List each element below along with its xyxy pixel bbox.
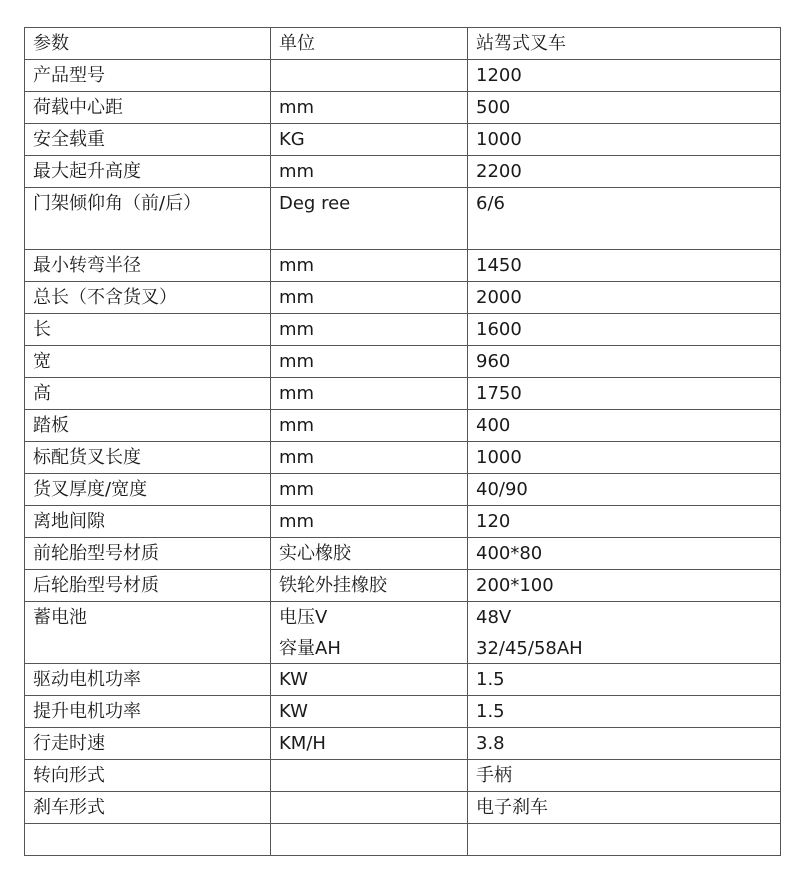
table-row bbox=[25, 314, 781, 346]
unit-cell bbox=[271, 442, 468, 474]
unit-cell bbox=[271, 156, 468, 188]
value-cell bbox=[468, 474, 781, 506]
unit-text: KW bbox=[279, 701, 308, 722]
value-cell bbox=[468, 442, 781, 474]
header-param: 参数 bbox=[25, 28, 271, 60]
unit-cell bbox=[271, 602, 468, 664]
param-cell bbox=[25, 824, 271, 856]
unit-cell bbox=[271, 506, 468, 538]
param-cell: 高 bbox=[25, 378, 271, 410]
param-cell: 长 bbox=[25, 314, 271, 346]
unit-text: mm bbox=[279, 415, 315, 436]
unit-text: Deg ree bbox=[279, 193, 351, 214]
value-cell bbox=[468, 188, 781, 250]
value-text: 1.5 bbox=[476, 701, 505, 722]
spec-table bbox=[24, 27, 781, 856]
param-cell: 安全载重 bbox=[25, 124, 271, 156]
value-text: 电子刹车 bbox=[476, 797, 548, 818]
param-cell: 门架倾仰角（前/后） bbox=[25, 188, 271, 250]
value-text: 1450 bbox=[476, 255, 522, 276]
param-cell: 刹车形式 bbox=[25, 792, 271, 824]
param-cell: 后轮胎型号材质 bbox=[25, 570, 271, 602]
value-cell bbox=[468, 250, 781, 282]
param-cell: 最大起升高度 bbox=[25, 156, 271, 188]
value-cell bbox=[468, 124, 781, 156]
table-row bbox=[25, 282, 781, 314]
value-text: 960 bbox=[476, 351, 511, 372]
unit-text: mm bbox=[279, 383, 315, 404]
unit-cell bbox=[271, 728, 468, 760]
unit-text: mm bbox=[279, 97, 315, 118]
table-row bbox=[25, 92, 781, 124]
param-cell: 宽 bbox=[25, 346, 271, 378]
unit-cell bbox=[271, 570, 468, 602]
value-text: 1750 bbox=[476, 383, 522, 404]
value-text: 2000 bbox=[476, 287, 522, 308]
unit-text: KM/H bbox=[279, 733, 326, 754]
unit-cell bbox=[271, 474, 468, 506]
value-text: 400*80 bbox=[476, 543, 543, 564]
value-text: 500 bbox=[476, 97, 511, 118]
table-row bbox=[25, 378, 781, 410]
table-row bbox=[25, 728, 781, 760]
unit-text: 电压V bbox=[279, 607, 328, 628]
value-text: 200*100 bbox=[476, 575, 554, 596]
param-cell: 转向形式 bbox=[25, 760, 271, 792]
value-text: 1200 bbox=[476, 65, 522, 86]
value-cell bbox=[468, 728, 781, 760]
unit-text: 铁轮外挂橡胶 bbox=[279, 575, 387, 596]
unit-cell bbox=[271, 824, 468, 856]
unit-cell bbox=[271, 792, 468, 824]
value-text: 6/6 bbox=[476, 193, 505, 214]
value-text: 3.8 bbox=[476, 733, 505, 754]
value-cell bbox=[468, 538, 781, 570]
value-cell bbox=[468, 792, 781, 824]
unit-text: KG bbox=[279, 129, 305, 150]
header-unit: 单位 bbox=[271, 28, 468, 60]
value-cell bbox=[468, 378, 781, 410]
value-cell bbox=[468, 506, 781, 538]
unit-cell bbox=[271, 696, 468, 728]
value-cell bbox=[468, 410, 781, 442]
unit-text: mm bbox=[279, 479, 315, 500]
unit-cell bbox=[271, 188, 468, 250]
unit-text: mm bbox=[279, 447, 315, 468]
value-cell bbox=[468, 570, 781, 602]
unit-text: 实心橡胶 bbox=[279, 543, 351, 564]
value-cell bbox=[468, 156, 781, 188]
value-cell bbox=[468, 282, 781, 314]
value-text: 48V bbox=[476, 607, 512, 628]
unit-text: mm bbox=[279, 161, 315, 182]
value-text: 120 bbox=[476, 511, 511, 532]
value-text: 手柄 bbox=[476, 765, 512, 786]
table-row bbox=[25, 696, 781, 728]
spec-table-body bbox=[25, 28, 781, 856]
value-text: 1000 bbox=[476, 447, 522, 468]
param-cell: 货叉厚度/宽度 bbox=[25, 474, 271, 506]
value-text: 1000 bbox=[476, 129, 522, 150]
table-row bbox=[25, 570, 781, 602]
param-cell: 离地间隙 bbox=[25, 506, 271, 538]
unit-cell bbox=[271, 314, 468, 346]
value-text: 40/90 bbox=[476, 479, 528, 500]
unit-text: 容量AH bbox=[279, 638, 341, 659]
value-text: 32/45/58AH bbox=[476, 638, 583, 659]
value-cell bbox=[468, 92, 781, 124]
param-cell: 蓄电池 bbox=[25, 602, 271, 664]
header-value: 站驾式叉车 bbox=[468, 28, 781, 60]
unit-text: mm bbox=[279, 287, 315, 308]
table-row bbox=[25, 664, 781, 696]
table-row bbox=[25, 250, 781, 282]
table-row bbox=[25, 442, 781, 474]
unit-text: mm bbox=[279, 255, 315, 276]
param-cell: 荷载中心距 bbox=[25, 92, 271, 124]
unit-cell bbox=[271, 760, 468, 792]
param-cell: 行走时速 bbox=[25, 728, 271, 760]
table-row bbox=[25, 760, 781, 792]
unit-cell bbox=[271, 378, 468, 410]
table-row bbox=[25, 792, 781, 824]
unit-cell bbox=[271, 346, 468, 378]
param-cell: 前轮胎型号材质 bbox=[25, 538, 271, 570]
value-cell bbox=[468, 824, 781, 856]
table-row bbox=[25, 124, 781, 156]
table-row bbox=[25, 188, 781, 250]
unit-cell bbox=[271, 282, 468, 314]
value-cell bbox=[468, 602, 781, 664]
unit-cell bbox=[271, 538, 468, 570]
table-row bbox=[25, 824, 781, 856]
unit-text: KW bbox=[279, 669, 308, 690]
table-row bbox=[25, 506, 781, 538]
value-cell bbox=[468, 60, 781, 92]
value-cell bbox=[468, 760, 781, 792]
value-text: 2200 bbox=[476, 161, 522, 182]
param-cell: 标配货叉长度 bbox=[25, 442, 271, 474]
unit-cell bbox=[271, 60, 468, 92]
value-cell bbox=[468, 346, 781, 378]
param-cell: 踏板 bbox=[25, 410, 271, 442]
unit-text: mm bbox=[279, 351, 315, 372]
param-cell: 驱动电机功率 bbox=[25, 664, 271, 696]
unit-text: mm bbox=[279, 319, 315, 340]
param-cell: 提升电机功率 bbox=[25, 696, 271, 728]
table-row bbox=[25, 474, 781, 506]
value-cell bbox=[468, 696, 781, 728]
table-row bbox=[25, 602, 781, 664]
table-row bbox=[25, 156, 781, 188]
table-row bbox=[25, 60, 781, 92]
value-cell bbox=[468, 664, 781, 696]
value-text: 1.5 bbox=[476, 669, 505, 690]
param-cell: 产品型号 bbox=[25, 60, 271, 92]
table-row bbox=[25, 410, 781, 442]
unit-text: mm bbox=[279, 511, 315, 532]
unit-cell bbox=[271, 92, 468, 124]
value-text: 400 bbox=[476, 415, 511, 436]
value-cell bbox=[468, 314, 781, 346]
unit-cell bbox=[271, 124, 468, 156]
value-text: 1600 bbox=[476, 319, 522, 340]
unit-cell bbox=[271, 410, 468, 442]
unit-cell bbox=[271, 250, 468, 282]
table-row bbox=[25, 346, 781, 378]
param-cell: 总长（不含货叉） bbox=[25, 282, 271, 314]
unit-cell bbox=[271, 664, 468, 696]
param-cell: 最小转弯半径 bbox=[25, 250, 271, 282]
table-header-row bbox=[25, 28, 781, 60]
table-row bbox=[25, 538, 781, 570]
